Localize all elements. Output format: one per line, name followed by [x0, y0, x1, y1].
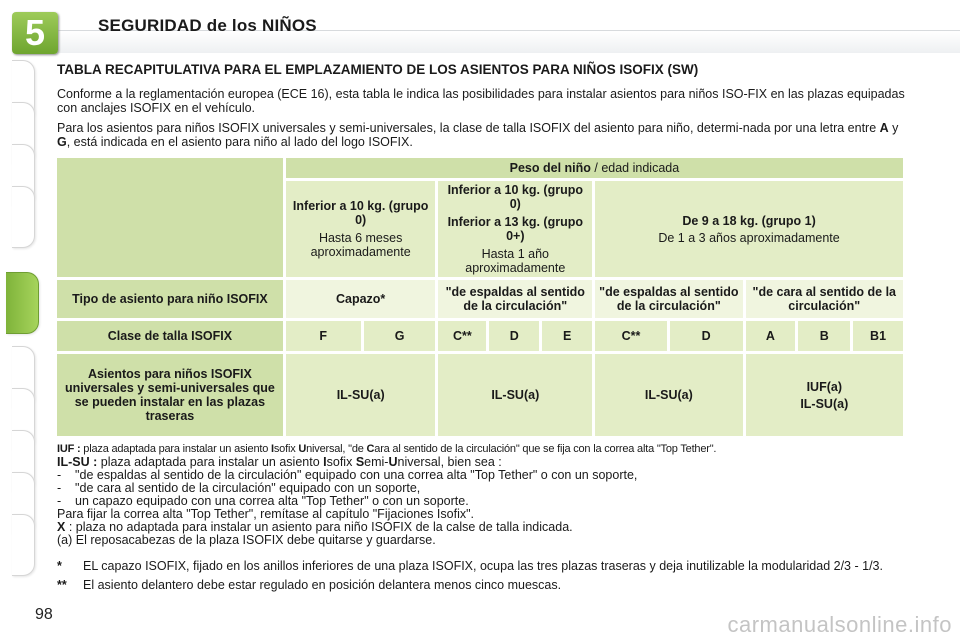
- legend-dash-1: - "de espaldas al sentido de la circulación" equipado con una correa alta "Top Tether" o con un soporte,: [57, 468, 638, 482]
- size-class-label: Clase de talla ISOFIX: [57, 321, 283, 351]
- seat-type-cell: "de cara al sentido de la circulación": [746, 280, 903, 318]
- seats-cell-last: IUF(a) IL-SU(a): [746, 354, 903, 436]
- chapter-number-badge: 5: [12, 12, 58, 54]
- isofix-table: [54, 155, 906, 439]
- size-class-cell: B1: [853, 321, 903, 351]
- group-0-header: Inferior a 10 kg. (grupo 0) Hasta 6 meses aproximadamente: [286, 181, 436, 277]
- size-class-cell: E: [542, 321, 592, 351]
- seats-cell: IL-SU(a): [595, 354, 742, 436]
- legend-ilsu: IL-SU : plaza adaptada para instalar un asiento Isofix Semi-Universal, bien sea :: [57, 455, 502, 469]
- legend-x: X : plaza no adaptada para instalar un asiento para niño ISOFIX de la calse de talla indicada.: [57, 520, 573, 534]
- legend: [57, 443, 907, 547]
- size-class-cell: C**: [595, 321, 667, 351]
- seat-type-cell: "de espaldas al sentido de la circulación": [438, 280, 592, 318]
- main-content: [57, 60, 907, 439]
- seats-cell: IL-SU(a): [286, 354, 436, 436]
- group-1-header: De 9 a 18 kg. (grupo 1) De 1 a 3 años aproximadamente: [595, 181, 903, 277]
- chapter-title: SEGURIDAD de los NIÑOS: [98, 16, 317, 35]
- size-class-cell: F: [286, 321, 361, 351]
- legend-dash-2: - "de cara al sentido de la circulación" equipado con un soporte,: [57, 481, 421, 495]
- legend-a: (a) El reposacabezas de la plaza ISOFIX debe quitarse y guardarse.: [57, 533, 436, 547]
- size-class-cell: G: [364, 321, 436, 351]
- footnote-1: * EL capazo ISOFIX, fijado en los anillos inferiores de una plaza ISOFIX, ocupa las tres plazas traseras y deja inutilizable la modularidad 2/3 - 1/3.: [57, 559, 883, 573]
- footnotes: [57, 560, 907, 598]
- page-number: 98: [35, 606, 53, 623]
- size-class-cell: C**: [438, 321, 486, 351]
- size-class-cell: A: [746, 321, 796, 351]
- intro-paragraph-2: Para los asientos para niños ISOFIX universales y semi-universales, la clase de talla ISOFIX del asiento para niño, determi-nada por una letra entre A y G, está indicada en el asiento para niño al lado del logo ISOFIX.: [57, 121, 899, 149]
- seats-label: Asientos para niños ISOFIX universales y semi-universales que se pueden instalar en las plazas traseras: [57, 354, 283, 436]
- weight-header: Peso del niño / edad indicada: [286, 158, 903, 178]
- legend-iuf: IUF : plaza adaptada para instalar un asiento Isofix Universal, "de Cara al sentido de la circulación" que se fija con la correa alta "Top Tether".: [57, 443, 717, 455]
- legend-fix: Para fijar la correa alta "Top Tether", remítase al capítulo "Fijaciones Isofix".: [57, 507, 475, 521]
- side-tab-4[interactable]: [12, 186, 35, 248]
- side-tab-5-active[interactable]: [6, 272, 39, 334]
- size-class-cell: D: [489, 321, 539, 351]
- seats-cell: IL-SU(a): [438, 354, 592, 436]
- size-class-cell: D: [670, 321, 743, 351]
- footnote-2: ** El asiento delantero debe estar regulado en posición delantera menos cinco muescas.: [57, 578, 562, 592]
- watermark: carmanualsonline.info: [727, 612, 952, 637]
- intro-paragraph-1: Conforme a la reglamentación europea (ECE 16), esta tabla le indica las posibilidades para instalar asientos para niños ISO-FIX en las plazas equipadas con anclajes ISOFIX en el vehículo.: [57, 87, 905, 115]
- side-tabs: [0, 40, 42, 600]
- side-tab-10[interactable]: [12, 514, 35, 576]
- seat-type-cell: "de espaldas al sentido de la circulación": [595, 280, 742, 318]
- legend-dash-3: - un capazo equipado con una correa alta "Top Tether" o con un soporte.: [57, 494, 469, 508]
- size-class-cell: B: [798, 321, 850, 351]
- group-0plus-header: Inferior a 10 kg. (grupo 0) Inferior a 13 kg. (grupo 0+) Hasta 1 año aproximadamente: [438, 181, 592, 277]
- section-title: TABLA RECAPITULATIVA PARA EL EMPLAZAMIENTO DE LOS ASIENTOS PARA NIÑOS ISOFIX (SW): [57, 62, 699, 77]
- table-corner: [57, 158, 283, 277]
- seat-type-label: Tipo de asiento para niño ISOFIX: [57, 280, 283, 318]
- seat-type-cell: Capazo*: [286, 280, 436, 318]
